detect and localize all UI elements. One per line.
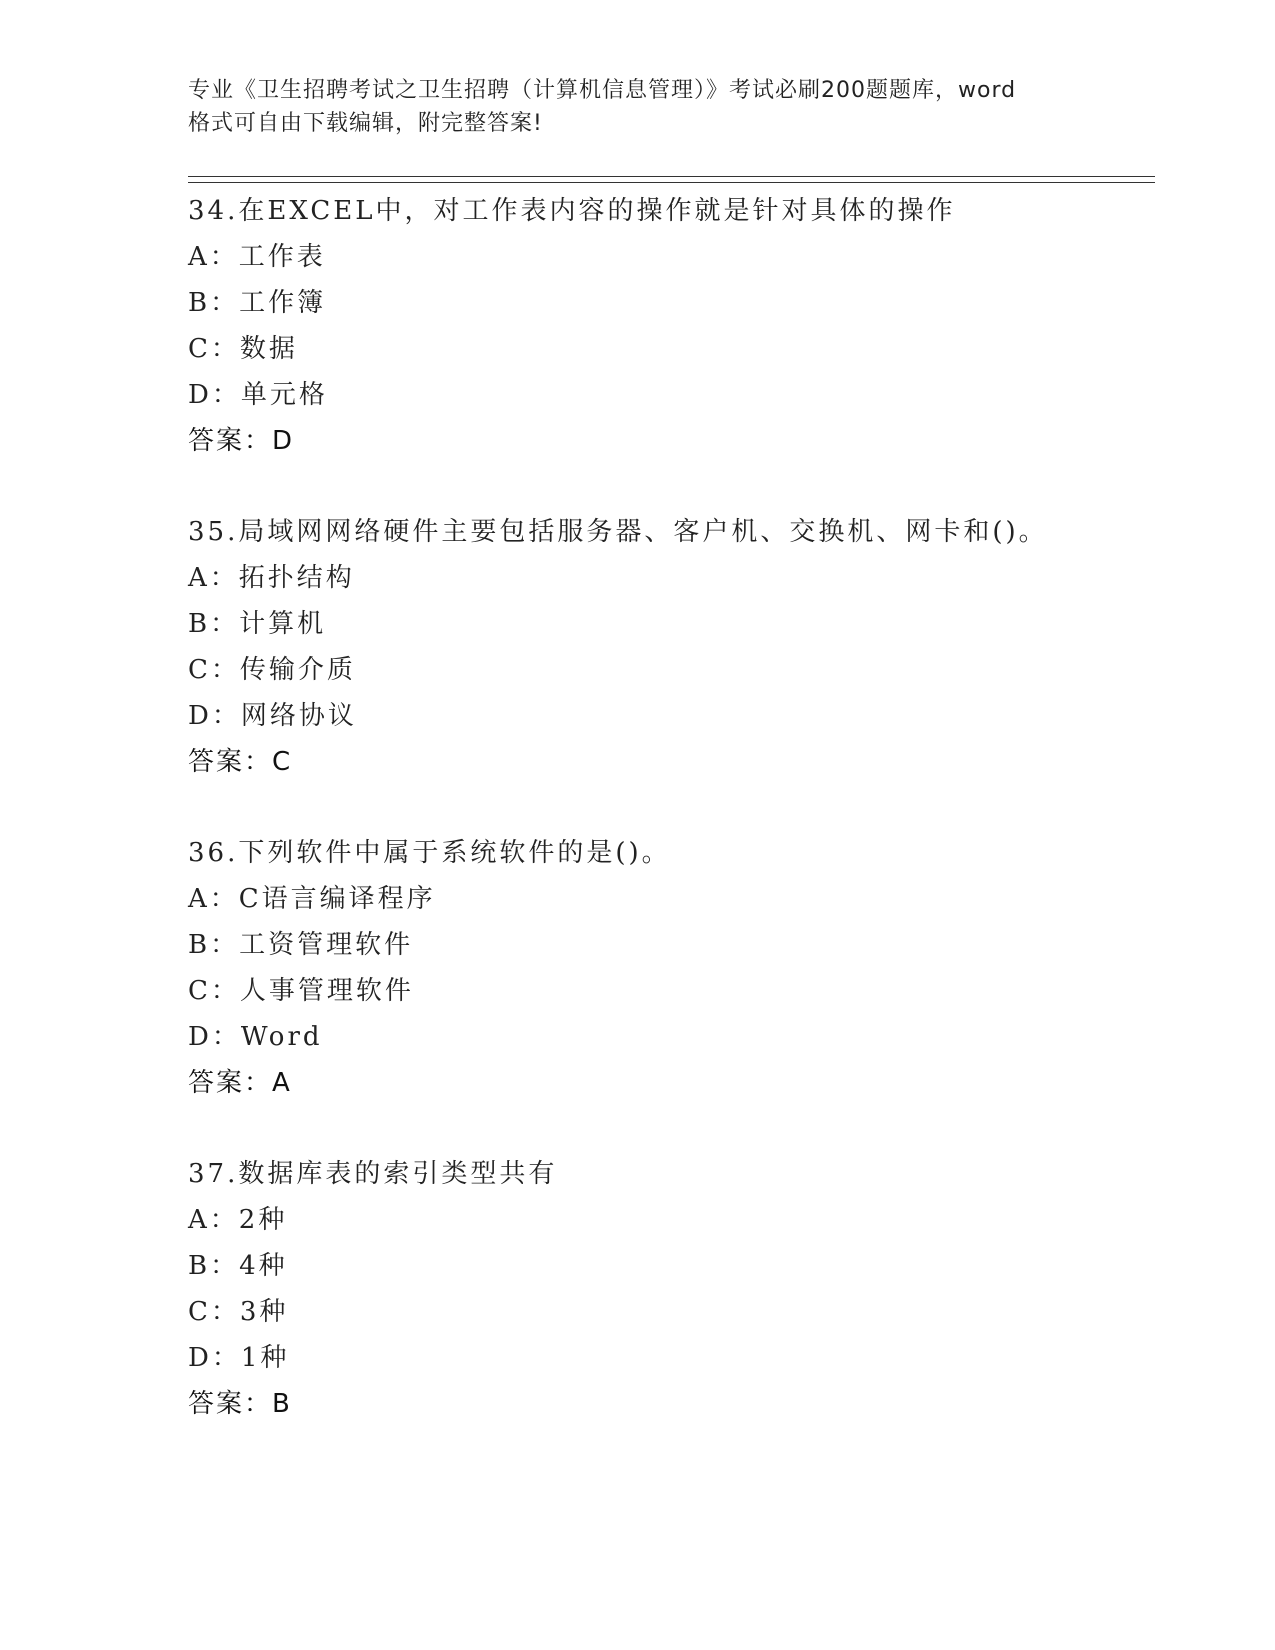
- question-stem: 36.下列软件中属于系统软件的是()。: [188, 838, 671, 868]
- header-divider-bottom: [188, 182, 1155, 183]
- option-b: B：4种: [188, 1251, 288, 1281]
- option-b: B：计算机: [188, 609, 327, 639]
- option-a: A：2种: [188, 1205, 288, 1235]
- answer-line: 答案：C: [188, 747, 293, 777]
- question-35: [188, 509, 1148, 785]
- question-list: [188, 188, 1148, 1427]
- option-c: C：3种: [188, 1297, 289, 1327]
- question-37: [188, 1151, 1148, 1427]
- option-c: C：数据: [188, 334, 298, 364]
- document-header: [188, 74, 1108, 140]
- option-d: D：1种: [188, 1343, 290, 1373]
- answer-line: 答案：D: [188, 426, 295, 456]
- option-a: A：C语言编译程序: [188, 884, 436, 914]
- question-stem: 34.在EXCEL中，对工作表内容的操作就是针对具体的操作: [188, 196, 956, 226]
- option-a: A：拓扑结构: [188, 563, 355, 593]
- header-divider-top: [188, 176, 1155, 177]
- answer-line: 答案：A: [188, 1068, 292, 1098]
- option-d: D：Word: [188, 1022, 323, 1052]
- option-b: B：工资管理软件: [188, 930, 414, 960]
- question-36: [188, 830, 1148, 1106]
- option-c: C：人事管理软件: [188, 976, 414, 1006]
- question-34: [188, 188, 1148, 464]
- answer-line: 答案：B: [188, 1389, 292, 1419]
- option-b: B：工作簿: [188, 288, 327, 318]
- header-line-2: 格式可自由下载编辑，附完整答案!: [188, 111, 543, 136]
- option-d: D：单元格: [188, 380, 328, 410]
- question-stem: 35.局域网网络硬件主要包括服务器、客户机、交换机、网卡和()。: [188, 517, 1048, 547]
- question-stem: 37.数据库表的索引类型共有: [188, 1159, 558, 1189]
- option-d: D：网络协议: [188, 701, 357, 731]
- option-c: C：传输介质: [188, 655, 356, 685]
- option-a: A：工作表: [188, 242, 326, 272]
- header-line-1: 专业《卫生招聘考试之卫生招聘（计算机信息管理）》考试必刷200题题库，word: [188, 78, 1017, 103]
